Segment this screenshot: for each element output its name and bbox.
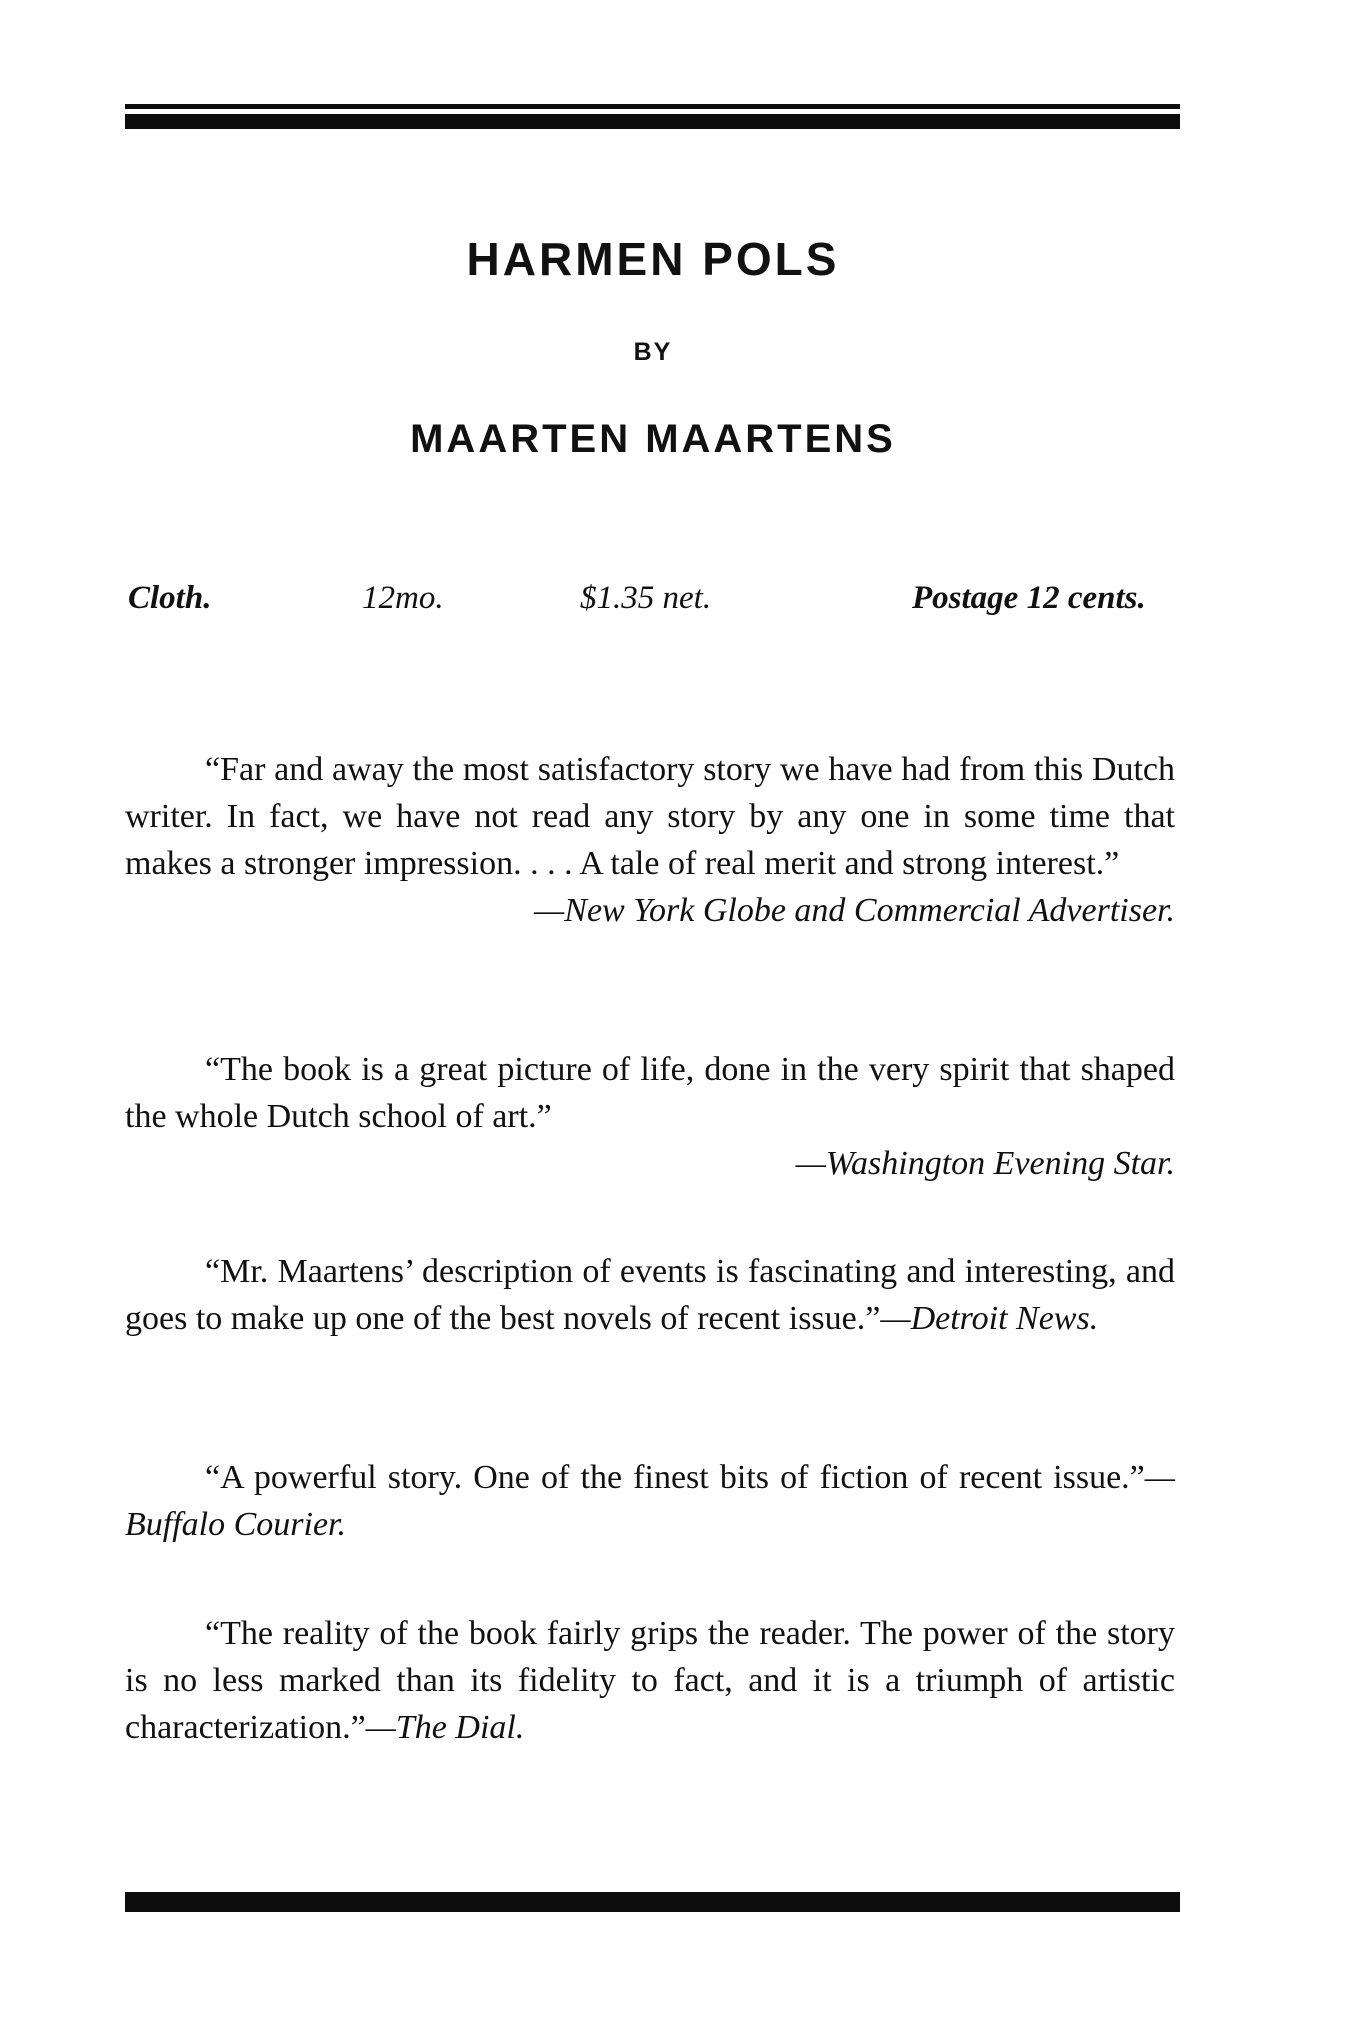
by-line: BY	[633, 338, 673, 366]
review-source: —The Dial.	[365, 1709, 525, 1746]
review-detroit-news	[125, 1248, 1175, 1342]
review-quote: “Far and away the most satisfactory story we have had from this Dutch writer. In fact, we have not read any story by any one in some time that makes a stronger impression. . . . A tale of real merit and strong interest.”	[125, 751, 1175, 882]
review-buffalo-courier	[125, 1454, 1175, 1548]
review-quote: “The book is a great picture of life, done in the very spirit that shaped the whole Dutch school of art.”	[125, 1051, 1175, 1135]
review-quote: “The reality of the book fairly grips the reader. The power of the story is no less marked than its fidelity to fact, and it is a triumph of artistic characterization.”	[125, 1615, 1175, 1746]
review-source: —Buffalo Courier.	[125, 1459, 1175, 1543]
book-title: HARMEN POLS	[466, 233, 840, 285]
review-quote: “Mr. Maartens’ description of events is fascinating and interesting, and goes to make up one of the best novels of recent issue.”	[125, 1253, 1175, 1337]
review-the-dial	[125, 1610, 1175, 1751]
bottom-double-rule	[125, 1887, 1180, 1912]
review-source: —New York Globe and Commercial Advertiser.	[534, 892, 1175, 929]
format-detail: 12mo.	[362, 580, 444, 616]
postage-detail: Postage 12 cents.	[912, 580, 1146, 616]
review-washington-star	[125, 1046, 1175, 1187]
price-detail: $1.35 net.	[580, 580, 712, 616]
review-new-york-globe	[125, 746, 1175, 934]
review-source: —Detroit News.	[880, 1300, 1099, 1337]
review-source: —Washington Evening Star.	[795, 1145, 1175, 1182]
binding-detail: Cloth.	[128, 580, 212, 616]
top-double-rule	[125, 104, 1180, 129]
author-name: MAARTEN MAARTENS	[410, 417, 896, 461]
review-quote: “A powerful story. One of the finest bits of fiction of recent issue.”	[205, 1459, 1145, 1496]
